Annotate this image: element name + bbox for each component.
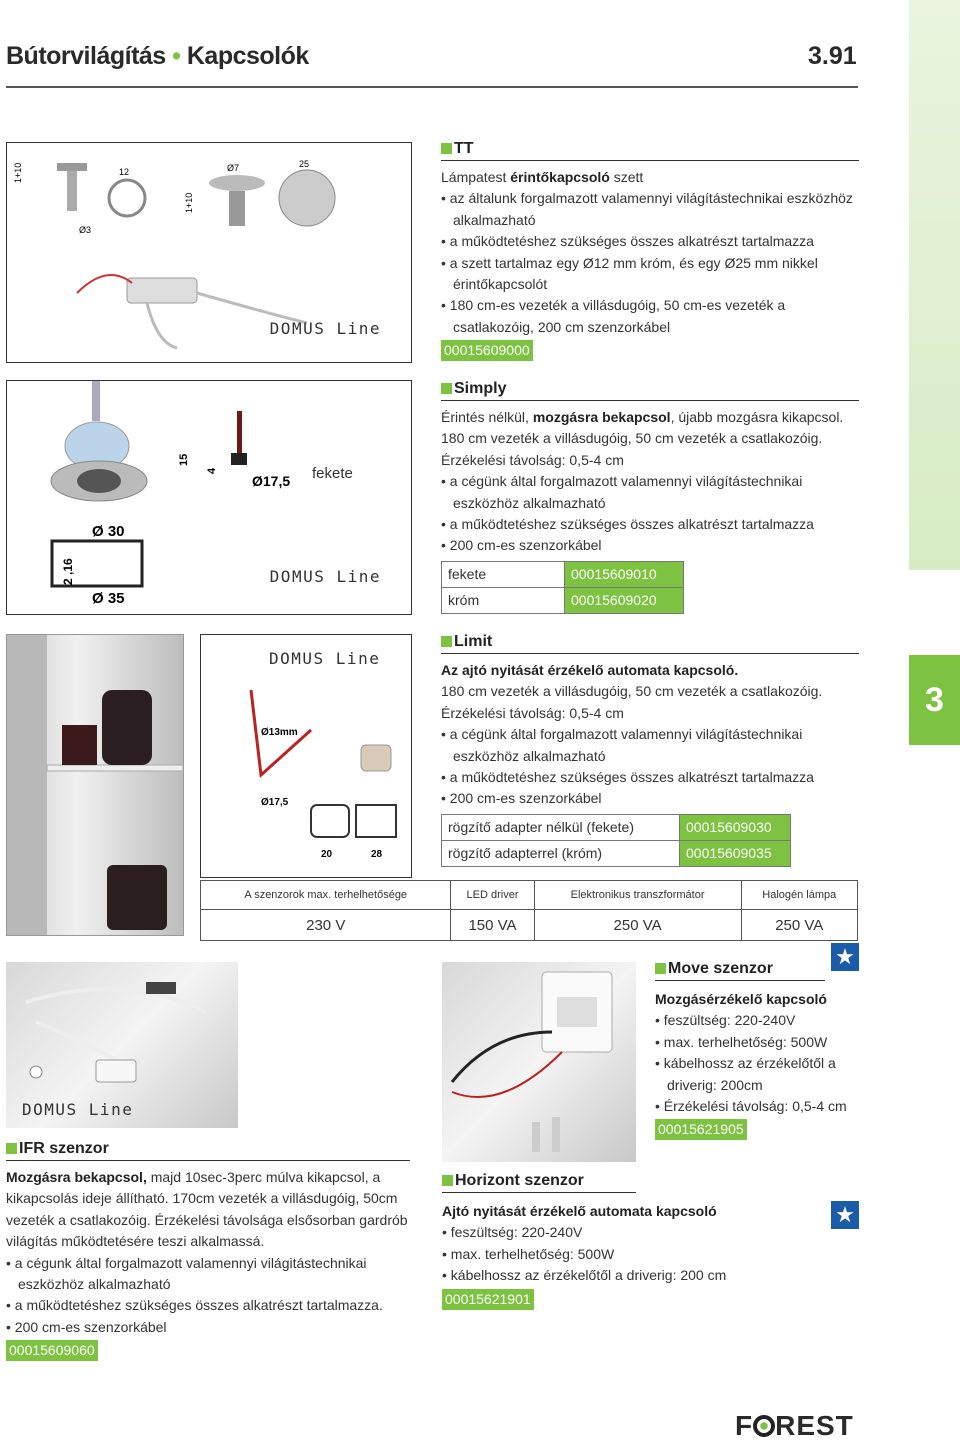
limit-drawing [201, 635, 411, 877]
section-square [655, 963, 666, 974]
brand-mark: DOMUS Line [269, 649, 381, 668]
bullet-text: 200 cm-es szenzorkábel [449, 790, 602, 807]
page-number: 3.91 [808, 42, 857, 70]
limit-product-image [200, 634, 412, 878]
table-row [442, 840, 791, 866]
variant-code: 00015609035 [680, 840, 791, 866]
simply-line1 [441, 407, 859, 428]
limit-dim-label: 20 [321, 849, 333, 860]
tt-dim-label: Ø7 [227, 163, 240, 173]
star-icon: ★ [831, 1201, 859, 1229]
tt-section [441, 140, 859, 361]
text-bold: Mozgásra bekapcsol, [6, 1169, 147, 1185]
horizont-title-text: Horizont szenzor [455, 1172, 584, 1189]
bullet-text: feszültség: 220-240V [663, 1012, 796, 1029]
horizont-bullet: • kábelhossz az érzékelőtől a driverig: 200 cm [442, 1267, 727, 1284]
move-title-text: Move szenzor [668, 960, 773, 977]
bullet-text: feszültség: 220-240V [450, 1224, 583, 1241]
section-rule [6, 1160, 410, 1161]
table-cell: 250 VA [741, 910, 857, 941]
limit-line2: 180 cm vezeték a villásdugóig, 50 cm vezeték a csatlakozóig. [441, 683, 823, 700]
bullet-text: 200 cm-es szenzorkábel [449, 537, 602, 554]
horizont-subtitle: Ajtó nyitását érzékelő automata kapcsoló [442, 1203, 717, 1219]
simply-dim-label: 15 [178, 453, 190, 466]
tt-dim-label: 1+10 [184, 192, 194, 213]
horizont-bullet: • feszültség: 220-240V [442, 1224, 583, 1241]
ifr-title [6, 1140, 410, 1158]
forest-logo [735, 1410, 854, 1442]
section-square [6, 1143, 17, 1154]
move-bullet: • kábelhossz az érzékelőtől a driverig: 200cm [655, 1055, 836, 1093]
bullet-text: kábelhossz az érzékelőtől a driverig: 200 cm [450, 1267, 727, 1284]
section-square [441, 636, 452, 647]
ifr-product-photo [6, 962, 238, 1128]
horizont-section [442, 1172, 822, 1310]
bullet-text: kábelhossz az érzékelőtől a driverig: 200cm [663, 1055, 836, 1093]
section-square [442, 1175, 453, 1186]
limit-cabinet-photo [6, 634, 184, 936]
tt-dim-label: 25 [299, 159, 310, 169]
title-left: Bútorvilágítás [6, 42, 166, 70]
move-bullet: • feszültség: 220-240V [655, 1012, 796, 1029]
limit-dim-label: Ø13mm [261, 727, 298, 738]
table-header: A szenzorok max. terhelhetősége [201, 881, 451, 910]
load-table [200, 880, 858, 941]
tt-bullet: • a szett tartalmaz egy Ø12 mm króm, és egy Ø25 mm nikkel érintőkapcsolót [441, 254, 818, 293]
simply-bullet: • a cégünk által forgalmazott valamennyi világítástechnikai eszközhöz alkalmazható [441, 473, 803, 511]
bullet-text: 180 cm-es vezeték a villásdugóig, 50 cm-es vezeték a csatlakozóig, 200 cm szenzorkábel [449, 297, 786, 335]
simply-dim-label: 2 ,16 [61, 558, 75, 585]
page-title [6, 42, 309, 71]
move-bullet: • max. terhelhetőség: 500W [655, 1033, 828, 1050]
chapter-tab: 3 [909, 655, 960, 745]
limit-title [441, 633, 859, 651]
bullet-text: a működtetéshez szükséges összes alkatrészt tartalmazza [449, 769, 814, 786]
star-icon: ★ [831, 943, 859, 971]
limit-bullet: • a működtetéshez szükséges összes alkatrészt tartalmazza [441, 769, 814, 786]
table-header: LED driver [451, 881, 534, 910]
variant-code: 00015609030 [680, 814, 791, 840]
limit-bullet: • 200 cm-es szenzorkábel [441, 790, 602, 807]
table-row [442, 587, 684, 613]
tt-intro [441, 167, 859, 188]
text-fragment: majd 10sec-3perc múlva kikapcsol, a kikapcsolás ideje állítható. 170cm vezeték a villásdugóig, 50cm vezeték a csatlakozóig. Érzékelési távolsága elsősorban gardrób világítás működtetésére teszi alkalmassá. [6, 1169, 408, 1250]
ifr-paragraph [6, 1167, 410, 1253]
section-square [441, 383, 452, 394]
tt-title [441, 140, 859, 158]
move-product-photo [442, 962, 636, 1162]
simply-product-image [6, 380, 412, 615]
limit-title-text: Limit [454, 633, 493, 650]
table-cell: 250 VA [534, 910, 741, 941]
simply-image-caption: fekete [312, 465, 353, 482]
simply-title [441, 380, 859, 398]
tt-bullet: • 180 cm-es vezeték a villásdugóig, 50 cm-es vezeték a csatlakozóig, 200 cm szenzorkábel [441, 297, 786, 335]
bullet-text: az általunk forgalmazott valamennyi világítástechnikai eszközhöz alkalmazható [449, 190, 853, 228]
brand-mark: DOMUS Line [22, 1100, 134, 1119]
limit-bold-line: Az ajtó nyitását érzékelő automata kapcsoló. [441, 662, 739, 678]
text-fragment: Érintés nélkül, [441, 409, 533, 425]
text-fragment: szett [609, 169, 644, 185]
simply-dim-label: Ø17,5 [252, 473, 291, 489]
section-rule [441, 400, 859, 401]
ifr-product-code: 00015609060 [6, 1340, 98, 1361]
move-product-code: 00015621905 [655, 1119, 747, 1140]
chapter-tab-bar [909, 0, 960, 570]
variant-name: rögzítő adapterrel (króm) [442, 840, 680, 866]
variant-name: rögzítő adapter nélkül (fekete) [442, 814, 680, 840]
limit-dim-label: 28 [371, 849, 383, 860]
bullet-text: a működtetéshez szükséges összes alkatrészt tartalmazza [449, 233, 814, 250]
table-row [201, 881, 858, 910]
logo-text: F [735, 1410, 754, 1441]
section-rule [441, 160, 859, 161]
table-cell: 230 V [201, 910, 451, 941]
section-rule [655, 980, 825, 981]
limit-line3: Érzékelési távolság: 0,5-4 cm [441, 704, 624, 721]
logo-text: REST [775, 1410, 854, 1441]
bullet-text: a cégunk által forgalmazott valamennyi világitástechnikai eszközhöz alkalmazható [14, 1254, 367, 1293]
simply-bullet: • 200 cm-es szenzorkábel [441, 537, 602, 554]
title-separator-dot: • [172, 42, 181, 70]
limit-variants-table [441, 814, 791, 867]
tt-dim-label: Ø3 [79, 225, 92, 235]
tt-title-text: TT [454, 140, 474, 157]
text-bold: mozgásra bekapcsol [532, 409, 671, 425]
cabinet-illustration [7, 635, 183, 935]
table-row [442, 814, 791, 840]
move-illustration [442, 962, 636, 1162]
move-section [655, 960, 860, 1140]
bullet-text: a szett tartalmaz egy Ø12 mm króm, és egy Ø25 mm nikkel érintőkapcsolót [449, 254, 818, 293]
simply-variants-table [441, 561, 684, 614]
move-title [655, 960, 860, 978]
limit-dim-label: Ø17,5 [261, 797, 289, 808]
simply-dim-label: Ø 30 [92, 523, 125, 540]
tt-bullet: • az általunk forgalmazott valamennyi világítástechnikai eszközhöz alkalmazható [441, 190, 853, 228]
table-header: Halogén lámpa [741, 881, 857, 910]
text-fragment: , újabb mozgásra kikapcsol. [670, 409, 844, 425]
move-bullet: • Érzékelési távolság: 0,5-4 cm [655, 1098, 847, 1115]
table-cell: 150 VA [451, 910, 534, 941]
bullet-text: a működtetéshez szükséges összes alkatrészt tartalmazza. [14, 1297, 383, 1314]
ifr-bullet: • a cégunk által forgalmazott valamennyi világitástechnikai eszközhöz alkalmazható [6, 1254, 367, 1293]
variant-code: 00015609010 [565, 561, 684, 587]
ifr-title-text: IFR szenzor [19, 1140, 109, 1157]
move-subtitle: Mozgásérzékelő kapcsoló [655, 991, 827, 1007]
limit-section [441, 633, 859, 867]
tt-bullet: • a működtetéshez szükséges összes alkatrészt tartalmazza [441, 233, 814, 250]
text-fragment: Lámpatest [441, 169, 511, 185]
section-rule [441, 653, 859, 654]
title-right: Kapcsolók [186, 42, 309, 70]
header-divider [6, 86, 858, 88]
bullet-text: a cégünk által forgalmazott valamennyi világítástechnikai eszközhöz alkalmazható [449, 473, 803, 511]
ifr-section [6, 1140, 410, 1361]
horizont-product-code: 00015621901 [442, 1289, 534, 1310]
bullet-text: a cégünk által forgalmazott valamennyi világítástechnikai eszközhöz alkalmazható [449, 726, 803, 764]
section-rule [442, 1192, 636, 1193]
variant-code: 00015609020 [565, 587, 684, 613]
variant-name: fekete [442, 561, 565, 587]
tt-product-code: 00015609000 [441, 340, 533, 361]
bullet-text: a működtetéshez szükséges összes alkatrészt tartalmazza [449, 516, 814, 533]
section-square [441, 143, 452, 154]
table-row [201, 910, 858, 941]
tt-dim-label: 12 [119, 167, 130, 177]
brand-mark: DOMUS Line [269, 567, 381, 586]
ifr-bullet: • a működtetéshez szükséges összes alkatrészt tartalmazza. [6, 1297, 383, 1314]
limit-bullet: • a cégünk által forgalmazott valamennyi világítástechnikai eszközhöz alkalmazható [441, 726, 803, 764]
simply-title-text: Simply [454, 380, 507, 397]
variant-name: króm [442, 587, 565, 613]
simply-section [441, 380, 859, 614]
horizont-title [442, 1172, 822, 1190]
horizont-bullet: • max. terhelhetőség: 500W [442, 1245, 615, 1262]
bullet-text: max. terhelhetőség: 500W [450, 1245, 615, 1262]
text-bold: érintőkapcsoló [510, 169, 610, 185]
simply-line3: Érzékelési távolság: 0,5-4 cm [441, 451, 624, 468]
tt-product-image [6, 142, 412, 363]
simply-line2: 180 cm vezeték a villásdugóig, 50 cm vezeték a csatlakozóig. [441, 430, 823, 447]
simply-dim-label: 4 [206, 467, 218, 474]
simply-dim-label: Ø 35 [92, 590, 125, 607]
bullet-text: Érzékelési távolság: 0,5-4 cm [663, 1098, 847, 1115]
simply-bullet: • a működtetéshez szükséges összes alkatrészt tartalmazza [441, 516, 814, 533]
table-row [442, 561, 684, 587]
bullet-text: 200 cm-es szenzorkábel [14, 1318, 167, 1335]
table-header: Elektronikus transzformátor [534, 881, 741, 910]
tt-dim-label: 1+10 [13, 162, 23, 183]
ifr-bullet: • 200 cm-es szenzorkábel [6, 1318, 167, 1335]
logo-o-icon [753, 1415, 775, 1437]
brand-mark: DOMUS Line [269, 319, 381, 338]
bullet-text: max. terhelhetőség: 500W [663, 1033, 828, 1050]
